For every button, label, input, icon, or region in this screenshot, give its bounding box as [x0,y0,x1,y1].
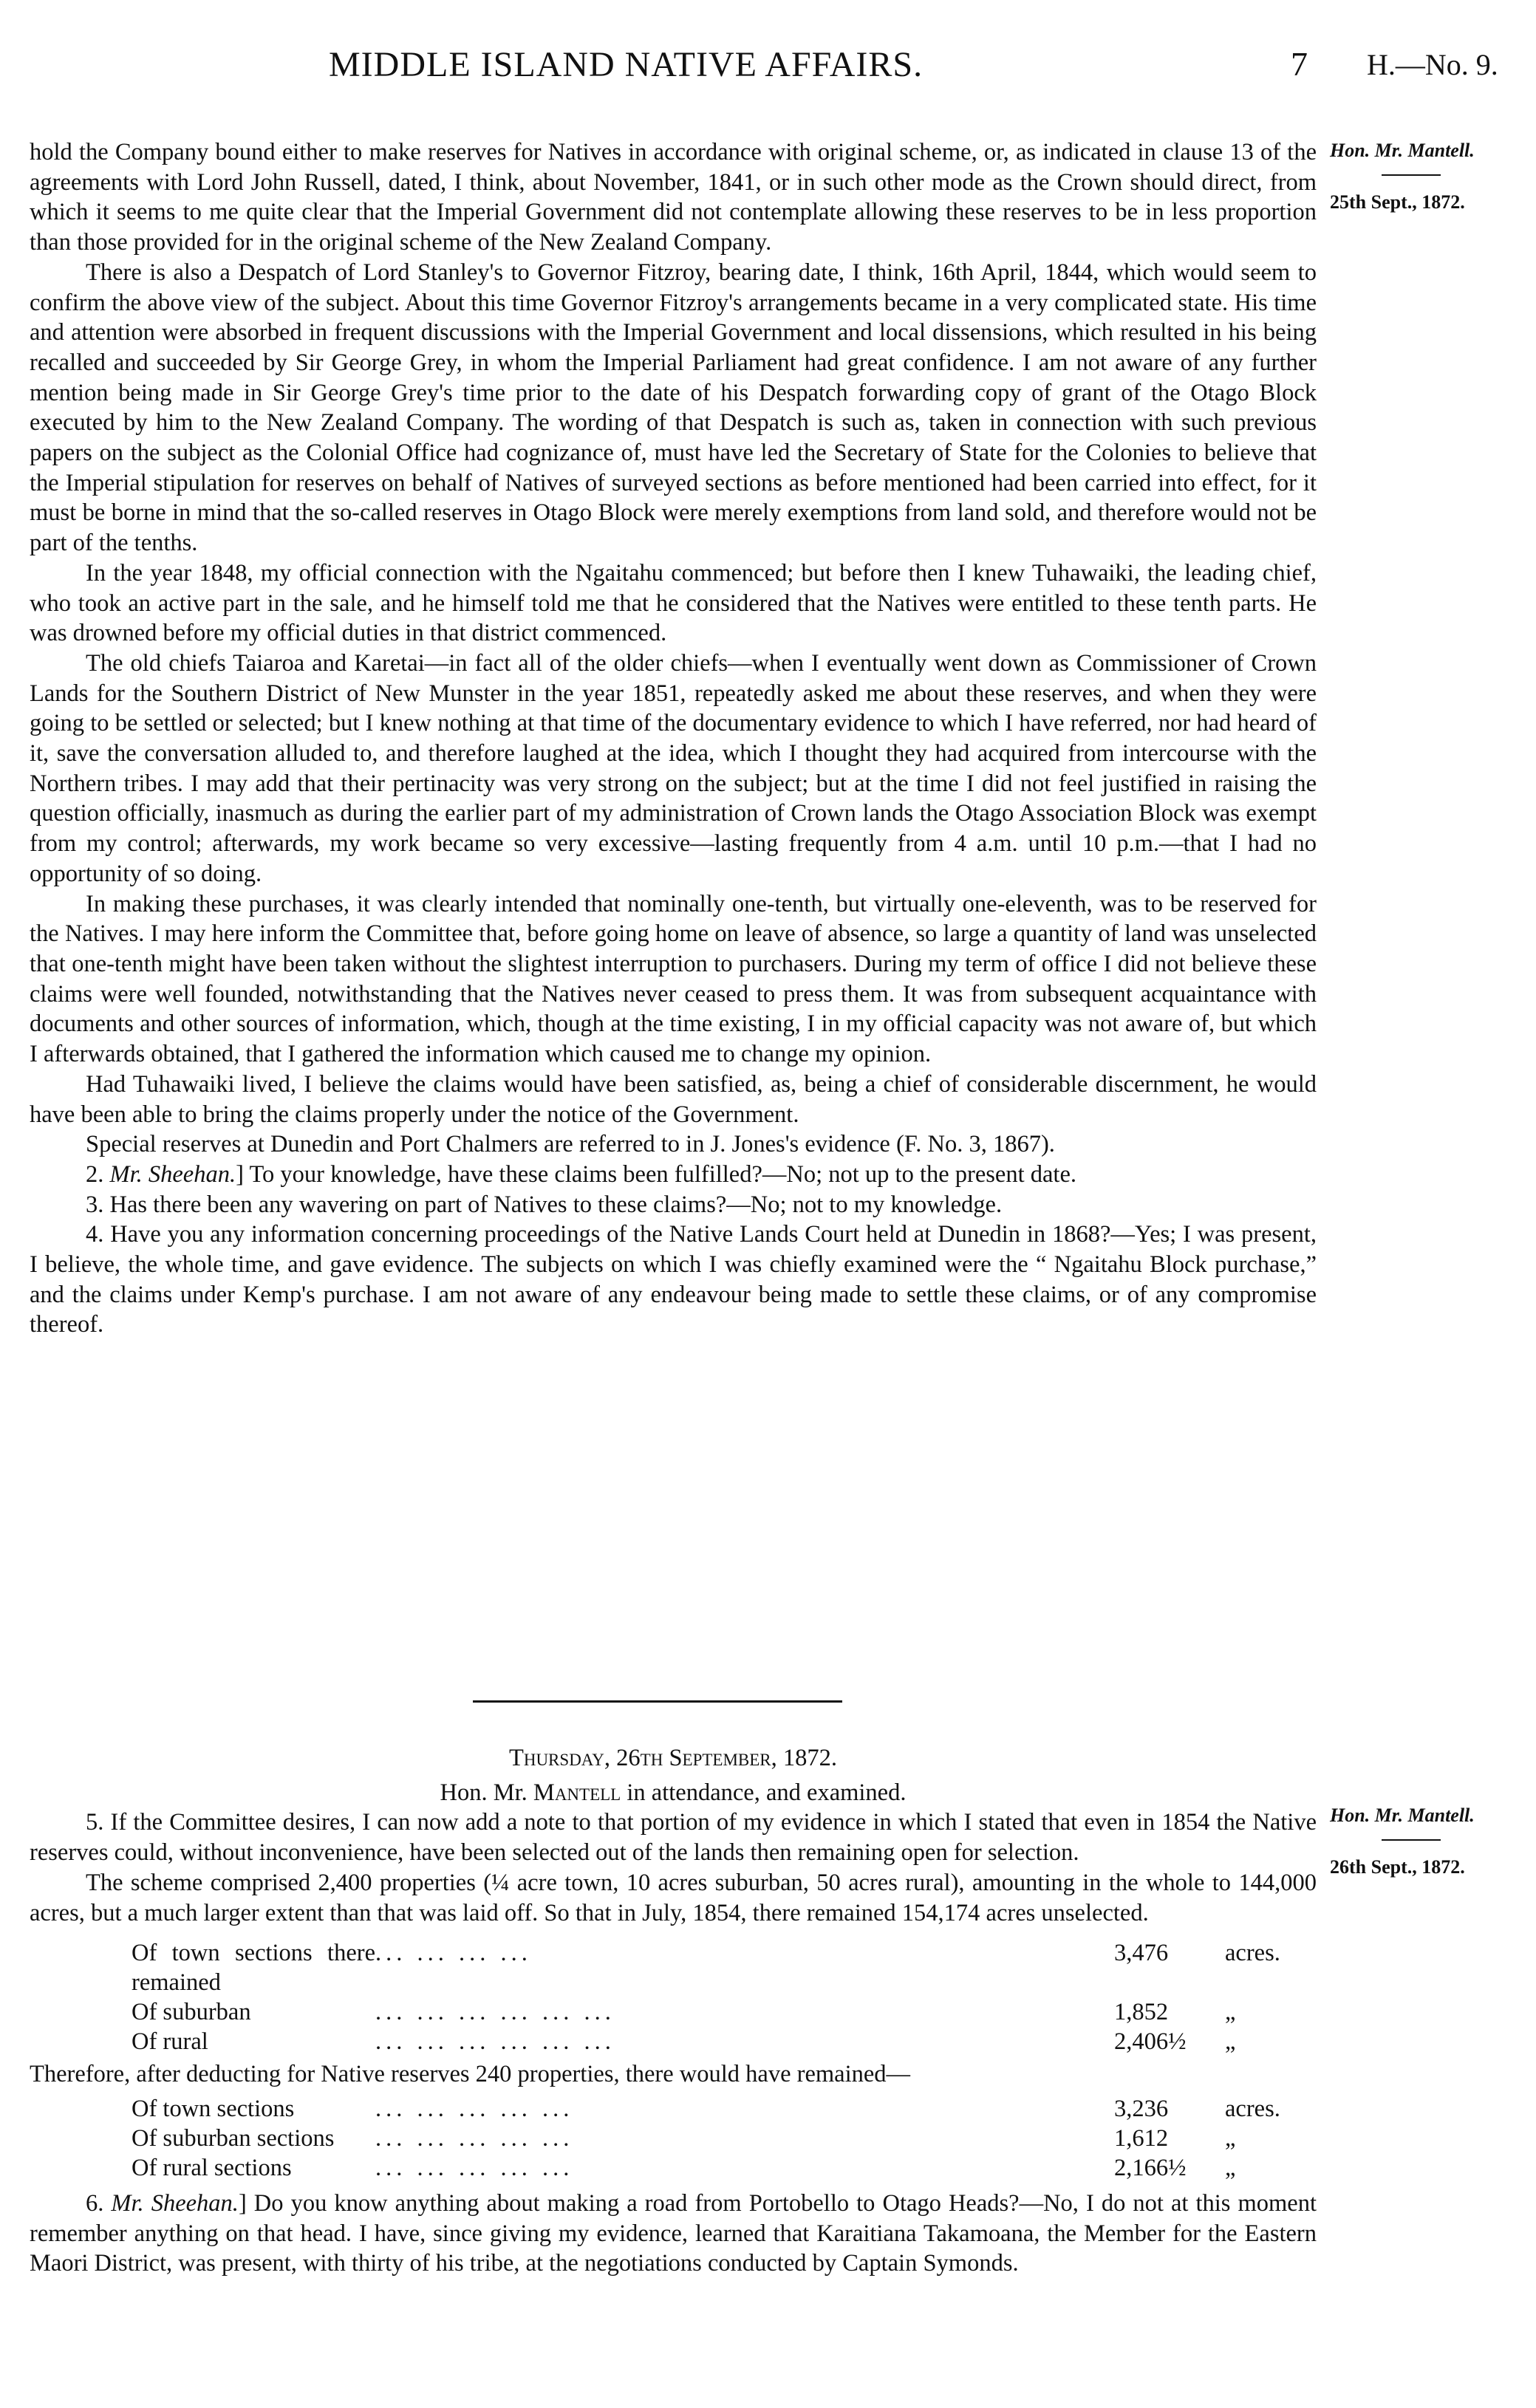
side-note-divider [1382,174,1441,176]
attendance-line [30,1778,1317,1808]
section-1-body [30,137,1317,1340]
table-row [132,2094,1314,2124]
question-number: 2. [86,1160,110,1188]
row-label: Of suburban sections [132,2124,335,2152]
side-note-date: 25th Sept., 1872. [1330,191,1465,213]
paragraph: The scheme comprised 2,400 properties (¼ acre town, 10 acres suburban, 50 acres rural), amounting in the whole to 144,000 acres, but a much larger extent than that was laid off. So that in July, 1854, there remained 154,174 acres unselected. [30,1869,1317,1926]
page-header [0,44,1536,89]
side-note-witness-1 [1330,137,1522,216]
speaker-name: Mr. Sheehan. [109,1160,236,1188]
row-label: Of rural sections [132,2154,292,2181]
table-row [132,2124,1314,2153]
row-unit: acres. [1225,2095,1280,2122]
table-row [132,1938,1314,1997]
table-row [132,2027,1314,2056]
date-heading: Thursday, 26th September, 1872. [508,1745,838,1771]
side-note-date: 26th Sept., 1872. [1330,1856,1465,1878]
question-text: ] Do you know anything about making a road from Portobello to Otago Heads?—No, I do not at this moment remember anything on that head. I have, since giving my evidence, learned that Karaitiana Takamoana, the Member for the Eastern Maori District, was present, with thirty of his tribe, at the negotiations conducted by Captain Symonds. [30,2189,1317,2277]
row-unit: acres. [1225,1940,1280,1967]
side-note-name: Hon. Mr. Mantell. [1330,140,1475,161]
row-value: 1,612 [1114,2124,1169,2152]
sections-after-reserves-table [132,2094,1314,2183]
paragraph: There is also a Despatch of Lord Stanley's to Governor Fitzroy, bearing date, I think, 16th April, 1844, which would seem to confirm the above view of the subject. About this time Governor Fitzroy's arrangements became in a very complicated state. His time and attention were absorbed in frequent discussions with the Imperial Government and local dissensions, which resulted in his being recalled and succeeded by Sir George Grey, in whom the Imperial Parliament had great confidence. I am not aware of any further mention being made in Sir George Grey's time prior to the date of his Despatch forwarding copy of grant of the Otago Block executed by him to the New Zealand Company. The wording of that Despatch is such as, taken in connection with such previous papers on the subject as the Colonial Office had cognizance of, must have led the Secretary of State for the Colonies to believe that the Imperial stipulation for reserves on behalf of Natives of surveyed sections as before mentioned had been carried into effect, for it must be borne in mind that the so-called reserves in Otago Block were merely exemptions from land sold, and therefore would not be part of the tenths. [30,259,1317,557]
paragraph: Therefore, after deducting for Native reserves 240 properties, there would have remained— [30,2061,911,2088]
side-note-name: Hon. Mr. Mantell. [1330,1805,1475,1826]
row-value: 2,166½ [1114,2154,1187,2181]
leader-dots: ... ... ... ... ... [375,2095,574,2122]
witness-name: Mantell [533,1779,621,1806]
leader-dots: ... ... ... ... ... [375,2124,574,2152]
paragraph: hold the Company bound either to make reserves for Natives in accordance with original scheme, or, as indicated in clause 13 of the agreements with Lord John Russell, dated, I think, about November, 1841, or in such other mode as the Crown should direct, from which it seems to me quite clear that the Imperial Government did not contemplate allowing these reserves to be in less proportion than those provided for in the original scheme of the New Zealand Company. [30,139,1317,256]
paragraph: In the year 1848, my official connection with the Ngaitahu commenced; but before then I knew Tuhawaiki, the leading chief, who took an active part in the sale, and he himself told me that he considered that the Natives were entitled to these tenth parts. He was drowned before my official duties in that district commenced. [30,559,1317,647]
attendance-suffix: in attendance, and examined. [621,1779,907,1806]
table-row [132,1997,1314,2027]
page-title: MIDDLE ISLAND NATIVE AFFAIRS. [329,45,924,84]
question-5: 5. If the Committee desires, I can now add a note to that portion of my evidence in which I stated that even in 1854 the Native reserves could, without inconvenience, have been selected out of the lands then remaining open for selection. [30,1809,1317,1867]
paragraph: The old chiefs Taiaroa and Karetai—in fact all of the older chiefs—when I eventually went down as Commissioner of Crown Lands for the Southern District of New Munster in the year 1851, repeatedly asked me about these reserves, and when they were going to be settled or selected; but I knew nothing at that time of the documentary evidence to which I have referred, nor had heard of it, save the conversation alluded to, and therefore laughed at the idea, which I thought they had acquired from intercourse with the Northern tribes. I may add that their pertinacity was very strong on the subject; but at the time I did not feel justified in raising the question officially, inasmuch as during the earlier part of my administration of Crown lands the Otago Association Block was exempt from my control; afterwards, my work became so very excessive—lasting frequently from 4 a.m. until 10 p.m.—that I had no opportunity of so doing. [30,649,1317,887]
question-number: 6. [86,2189,112,2217]
row-unit: „ [1225,2028,1236,2056]
table-row [132,2153,1314,2183]
row-unit: „ [1225,1999,1236,2026]
paragraph: Had Tuhawaiki lived, I believe the claims would have been satisfied, as, being a chief of considerable discernment, he would have been able to bring the claims properly under the notice of the Government. [30,1070,1317,1128]
section-2-body [30,1743,1317,2279]
page-number: 7 [1291,45,1308,83]
leader-dots: ... ... ... ... [375,1940,532,1967]
paragraph: Special reserves at Dunedin and Port Chalmers are referred to in J. Jones's evidence (F. No. 3, 1867). [86,1131,1055,1158]
row-label: Of town sections there remained [132,1940,375,1997]
question-text: ] To your knowledge, have these claims been fulfilled?—No; not up to the present date. [236,1160,1077,1188]
row-value: 2,406½ [1114,2028,1187,2056]
leader-dots: ... ... ... ... ... ... [375,1999,615,2026]
side-note-witness-2 [1330,1802,1522,1881]
paper-reference: H.—No. 9. [1367,48,1498,81]
question-6 [30,2189,1317,2279]
question-3: 3. Has there been any wavering on part of Natives to these claims?—No; not to my knowledge. [86,1191,1003,1218]
speaker-name: Mr. Sheehan. [111,2189,239,2217]
row-unit: „ [1225,2124,1236,2152]
question-2 [30,1160,1317,1190]
section-divider [473,1700,842,1703]
row-unit: „ [1225,2154,1236,2181]
row-value: 3,476 [1114,1940,1169,1967]
paragraph: In making these purchases, it was clearly intended that nominally one-tenth, but virtually one-eleventh, was to be reserved for the Natives. I may here inform the Committee that, before going home on leave of absence, so large a quantity of land was unselected that one-tenth might have been taken without the slightest interruption to purchasers. During my term of office I did not believe these claims were well founded, notwithstanding that the Natives never ceased to press them. It was from subsequent acquaintance with documents and other sources of information, which, though at the time existing, I in my official capacity was not aware of, but which I afterwards obtained, that I gathered the information which caused me to change my opinion. [30,890,1317,1068]
side-note-divider [1382,1839,1441,1841]
attendance-prefix: Hon. Mr. [440,1779,533,1806]
question-4: 4. Have you any information concerning proceedings of the Native Lands Court held at Dunedin in 1868?—Yes; I was present, I believe, the whole time, and gave evidence. The subjects on which I was chiefly examined were the “ Ngaitahu Block purchase,” and the claims under Kemp's purchase. I am not aware of any endeavour being made to settle these claims, or of any compromise thereof. [30,1221,1317,1338]
row-value: 3,236 [1114,2095,1169,2122]
row-label: Of town sections [132,2095,295,2122]
row-label: Of suburban [132,1999,251,2026]
row-label: Of rural [132,2028,208,2056]
leader-dots: ... ... ... ... ... [375,2154,574,2181]
row-value: 1,852 [1114,1999,1169,2026]
leader-dots: ... ... ... ... ... ... [375,2028,615,2056]
sections-remaining-table [132,1938,1314,2056]
